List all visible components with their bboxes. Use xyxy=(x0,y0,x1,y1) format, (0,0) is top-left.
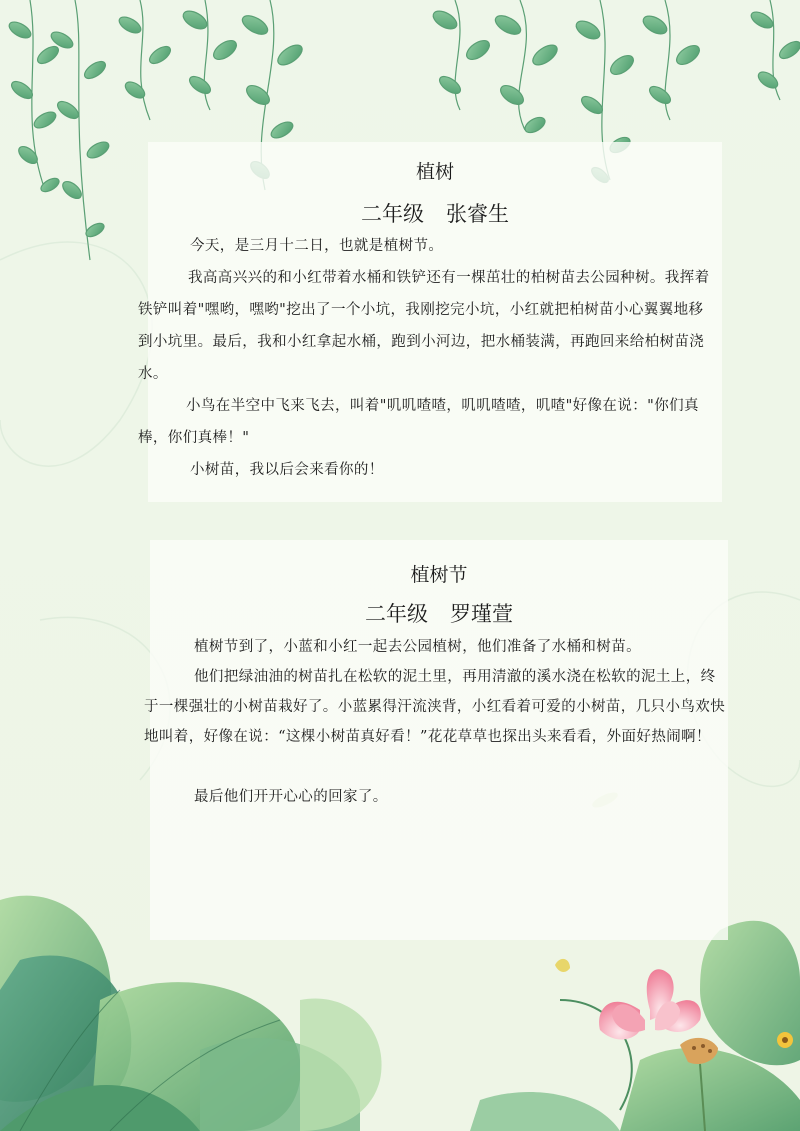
essay-paragraph: 我高高兴兴的和小红带着水桶和铁铲还有一棵茁壮的柏树苗去公园种树。我挥着铁铲叫着"嘿哟，嘿哟"挖出了一个小坑，我刚挖完小坑，小红就把柏树苗小心翼翼地移到小坑里。最后，我和小红拿起水桶，跑到小河边，把水桶装满，再跑回来给柏树苗浇水。 xyxy=(138,270,710,382)
essay-grade: 二年级 xyxy=(365,602,428,626)
essay-grade: 二年级 xyxy=(361,202,424,226)
essay-paragraph: 今天，是三月十二日，也就是植树节。 xyxy=(190,238,444,254)
essay-title: 植树节 xyxy=(410,564,468,586)
yellow-flower-icon xyxy=(777,1032,793,1048)
essay-paragraph: 植树节到了，小蓝和小红一起去公园植树，他们准备了水桶和树苗。 xyxy=(194,639,641,655)
essay-byline xyxy=(150,598,728,628)
essay-byline xyxy=(148,198,722,228)
essay-paragraph: 他们把绿油油的树苗扎在松软的泥土里，再用清澈的溪水浇在松软的泥土上，终于一棵强壮的小树苗栽好了。小蓝累得汗流浃背，小红看着可爱的小树苗，几只小鸟欢快地叫着，好像在说：“这棵小树苗真好看！”花花草草也探出头来看看，外面好热闹啊！ xyxy=(144,669,726,745)
essay-paragraph: 小鸟在半空中飞来飞去，叫着"叽叽喳喳，叽叽喳喳，叽喳"好像在说："你们真棒，你们真棒！" xyxy=(138,398,699,446)
essay-paragraph: 小树苗，我以后会来看你的！ xyxy=(190,462,384,478)
essay-paragraph: 最后他们开开心心的回家了。 xyxy=(194,789,388,805)
essay-panel-2 xyxy=(144,540,728,940)
essay-panel-1 xyxy=(138,142,722,502)
essay-title: 植树 xyxy=(415,161,454,183)
essay-author: 张睿生 xyxy=(446,202,509,226)
essay-author: 罗瑾萱 xyxy=(450,602,513,626)
